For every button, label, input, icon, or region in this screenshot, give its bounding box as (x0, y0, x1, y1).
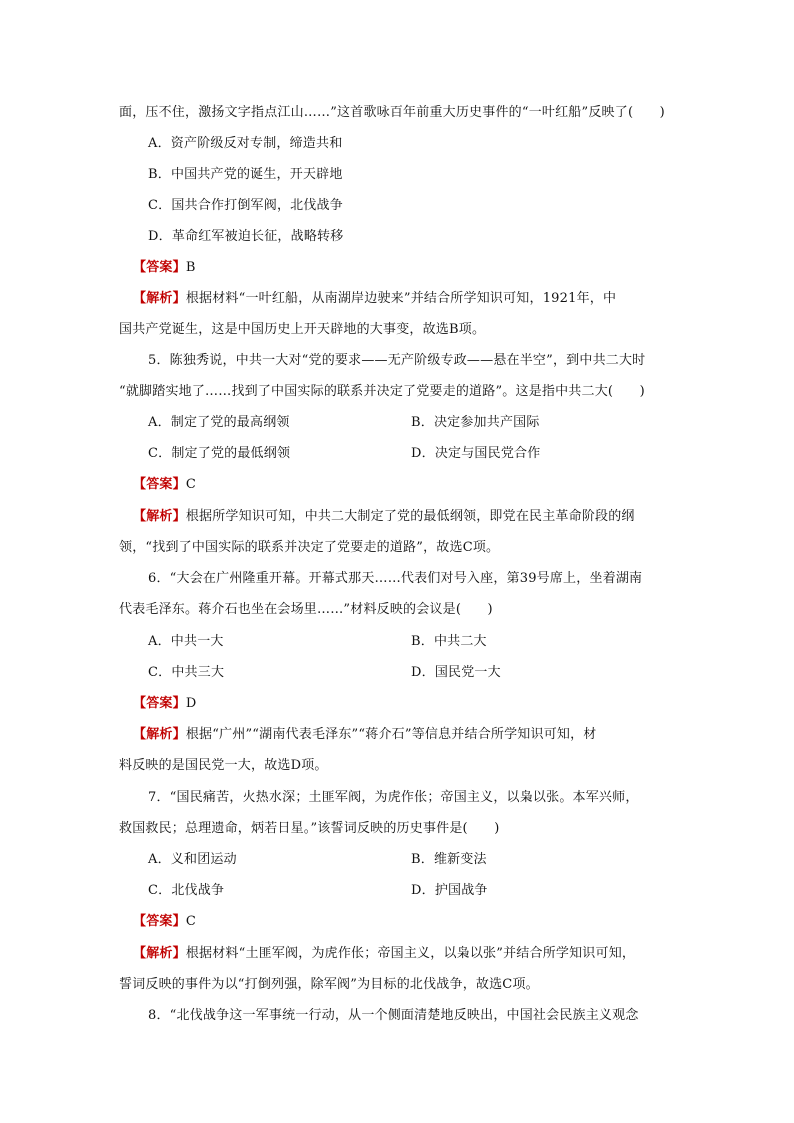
q6-option-c: C．中共三大 (148, 665, 225, 680)
q7-stem-line-1: 7．“国民痛苦，火热水深；土匪军阀，为虎作伥；帝国主义，以枭以张。本军兴师， (148, 790, 639, 805)
q5-analysis-line-2: 领，“找到了中国实际的联系并决定了党要走的道路”，故选C项。 (119, 540, 500, 555)
q5-stem-line-2: “就脚踏实地了……找到了中国实际的联系并决定了党要走的道路”。这是指中共二大( ) (119, 384, 645, 399)
analysis-tag: 【解析】 (133, 946, 186, 961)
q4-answer (133, 259, 196, 277)
answer-value: C (185, 477, 196, 492)
q6-stem-line-1: 6．“大会在广州隆重开幕。开幕式那天……代表们对号入座，第39号席上，坐着湖南 (148, 571, 643, 586)
answer-value: B (185, 260, 196, 275)
q8-stem-line-1: 8．“北伐战争这一军事统一行动，从一个侧面清楚地反映出，中国社会民族主义观念 (148, 1008, 639, 1023)
q6-option-d: D．国民党一大 (411, 665, 501, 680)
q6-option-b: B．中共二大 (411, 634, 487, 649)
analysis-text: 根据所学知识可知，中共二大制定了党的最低纲领，即党在民主革命阶段的纲 (185, 509, 635, 524)
q7-option-d: D．护国战争 (411, 883, 488, 898)
analysis-text: 根据“广州”“湖南代表毛泽东”“蒋介石”等信息并结合所学知识可知，材 (185, 727, 597, 742)
q5-option-a: A．制定了党的最高纲领 (148, 415, 290, 430)
q7-analysis-line-1 (133, 945, 635, 963)
answer-value: C (185, 914, 196, 929)
q4-analysis-line-1 (133, 290, 616, 308)
analysis-text: 根据材料“一叶红船，从南湖岸边驶来”并结合所学知识可知，1921年，中 (185, 291, 617, 306)
q4-option-b: B．中国共产党的诞生，开天辟地 (148, 167, 343, 182)
answer-tag: 【答案】 (133, 477, 186, 492)
q4-analysis-line-2: 国共产党诞生，这是中国历史上开天辟地的大事变，故选B项。 (119, 322, 486, 337)
q5-option-c: C．制定了党的最低纲领 (148, 446, 291, 461)
q5-option-b: B．决定参加共产国际 (411, 415, 540, 430)
q7-analysis-line-2: 誓词反映的事件为以“打倒列强，除军阀”为目标的北伐战争，故选C项。 (119, 977, 539, 992)
q6-analysis-line-2: 料反映的是国民党一大，故选D项。 (119, 758, 328, 773)
q6-answer (133, 695, 196, 713)
q6-option-a: A．中共一大 (148, 634, 224, 649)
q5-analysis-line-1 (133, 508, 635, 526)
q7-stem-line-2: 救国救民；总理遗命，炳若日星。”该誓词反映的历史事件是( ) (119, 821, 500, 836)
q5-answer (133, 476, 196, 494)
analysis-tag: 【解析】 (133, 291, 186, 306)
analysis-tag: 【解析】 (133, 509, 186, 524)
answer-value: D (185, 696, 197, 711)
q4-stem-tail: 面，压不住，激扬文字指点江山……”这首歌咏百年前重大历史事件的“一叶红船”反映了( ) (119, 105, 665, 120)
q7-option-a: A．义和团运动 (148, 852, 237, 867)
q4-option-c: C．国共合作打倒军阀，北伐战争 (148, 198, 343, 213)
q5-stem-line-1: 5．陈独秀说，中共一大对“党的要求——无产阶级专政——悬在半空”，到中共二大时 (148, 353, 646, 368)
q7-option-b: B．维新变法 (411, 852, 487, 867)
analysis-tag: 【解析】 (133, 727, 186, 742)
q6-analysis-line-1 (133, 726, 597, 744)
q4-option-d: D．革命红军被迫长征，战略转移 (148, 229, 344, 244)
answer-tag: 【答案】 (133, 696, 186, 711)
answer-tag: 【答案】 (133, 914, 186, 929)
analysis-text: 根据材料“土匪军阀，为虎作伥；帝国主义，以枭以张”并结合所学知识可知， (185, 946, 636, 961)
answer-tag: 【答案】 (133, 260, 186, 275)
q7-answer (133, 913, 196, 931)
q7-option-c: C．北伐战争 (148, 883, 225, 898)
q6-stem-line-2: 代表毛泽东。蒋介石也坐在会场里……”材料反映的会议是( ) (119, 602, 493, 617)
q4-option-a: A．资产阶级反对专制，缔造共和 (148, 136, 343, 151)
q5-option-d: D．决定与国民党合作 (411, 446, 541, 461)
